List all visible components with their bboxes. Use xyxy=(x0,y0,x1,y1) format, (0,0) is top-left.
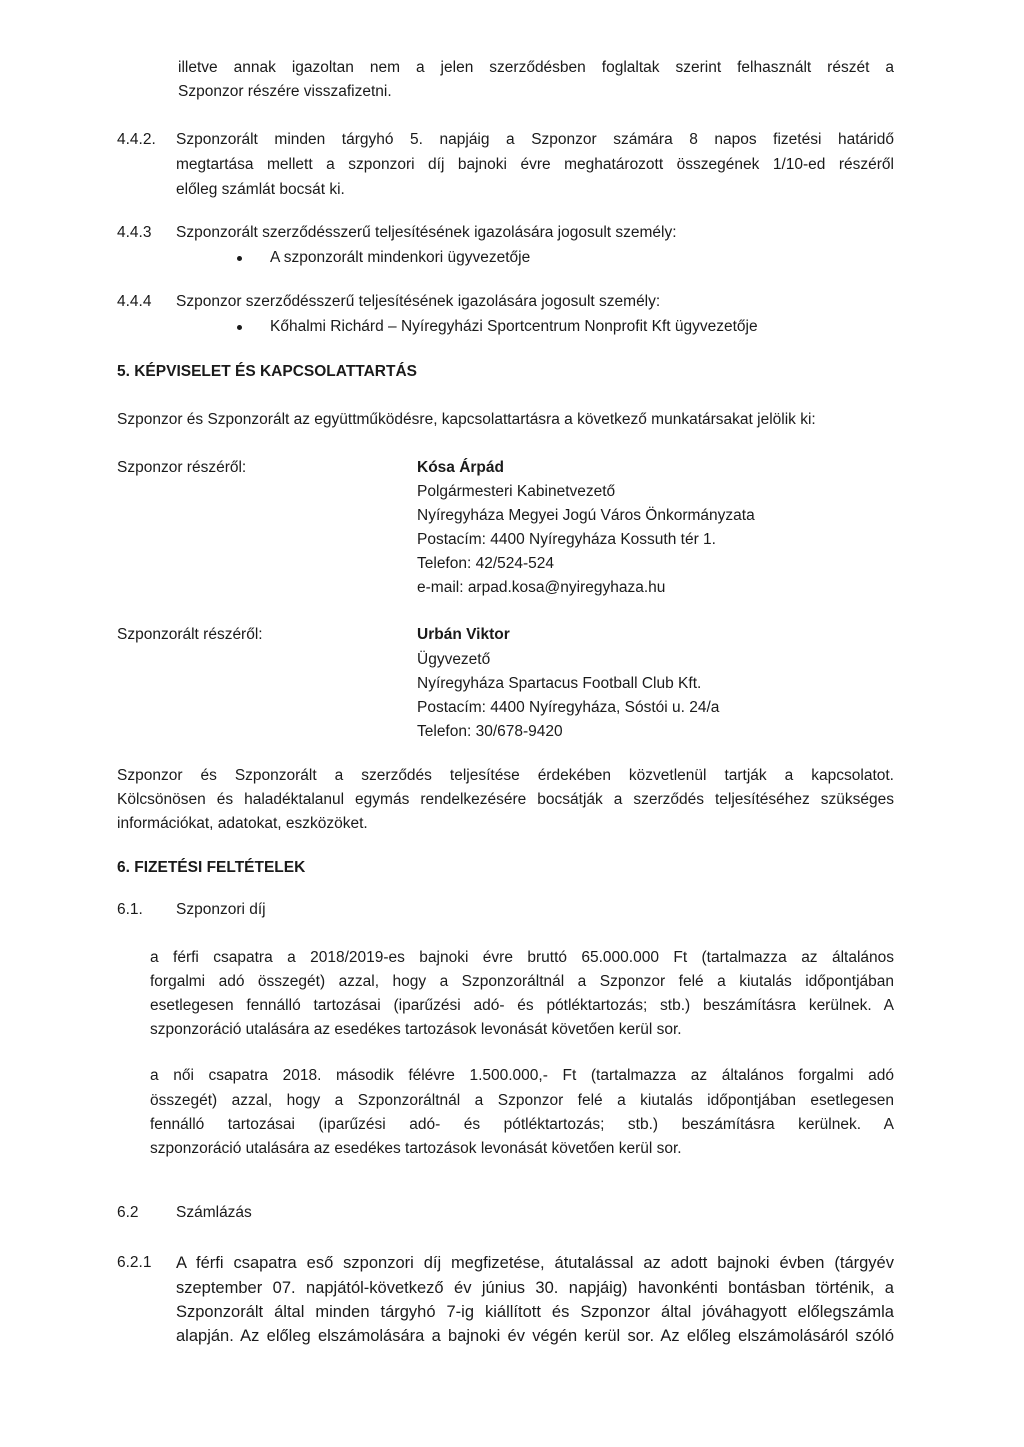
sponsor-contact-name: Kósa Árpád xyxy=(417,459,504,476)
womens-team-fee-line-4: szponzoráció utalására az esedékes tartozások levonását követően kerül sor. xyxy=(150,1140,682,1157)
section-5-heading: 5. KÉPVISELET ÉS KAPCSOLATTARTÁS xyxy=(117,363,417,380)
invoicing-line-1: A férfi csapatra eső szponzori díj megfizetése, átutalással az adott bajnoki évben (tárgyév xyxy=(176,1254,894,1272)
section-6-2-1-number: 6.2.1 xyxy=(117,1254,152,1271)
section-6-2-title: Számlázás xyxy=(176,1204,252,1221)
invoicing-line-4: alapján. Az előleg elszámolására a bajnoki év végén kerül sor. Az előleg elszámolásáról szóló xyxy=(176,1327,894,1345)
sponsored-contact-name: Urbán Viktor xyxy=(417,626,510,643)
section-6-heading: 6. FIZETÉSI FELTÉTELEK xyxy=(117,859,306,876)
sponsored-contact-label: Szponzorált részéről: xyxy=(117,626,263,643)
sponsor-contact-label: Szponzor részéről: xyxy=(117,459,247,476)
section-4-4-2-number: 4.4.2. xyxy=(117,131,156,148)
section-4-4-4-text: Szponzor szerződésszerű teljesítésének igazolására jogosult személy: xyxy=(176,293,661,310)
section-4-4-2-line-1: Szponzorált minden tárgyhó 5. napjáig a Szponzor számára 8 napos fizetési határidő xyxy=(176,131,894,148)
section-4-4-4-bullet-text: Kőhalmi Richárd – Nyíregyházi Sportcentrum Nonprofit Kft ügyvezetője xyxy=(270,318,758,335)
section-6-1-title: Szponzori díj xyxy=(176,901,266,918)
sponsored-contact-role: Ügyvezető xyxy=(417,651,491,668)
sponsor-contact-address: Postacím: 4400 Nyíregyháza Kossuth tér 1. xyxy=(417,531,716,548)
section-4-4-4-number: 4.4.4 xyxy=(117,293,152,310)
mens-team-fee-line-1: a férfi csapatra a 2018/2019-es bajnoki évre bruttó 65.000.000 Ft (tartalmazza az általános xyxy=(150,949,894,966)
section-4-4-1-line-1: illetve annak igazoltan nem a jelen szerződésben foglaltak szerint felhasznált részét a xyxy=(178,59,894,76)
mens-team-fee-line-3: esetlegesen fennálló tartozásai (iparűzési adó- és pótléktartozás; stb.) beszámításra kerülnek. A xyxy=(150,997,894,1014)
bullet-icon xyxy=(237,325,242,330)
section-5-closing-line-1: Szponzor és Szponzorált a szerződés teljesítése érdekében közvetlenül tartják a kapcsolatot. xyxy=(117,767,894,784)
sponsored-contact-organization: Nyíregyháza Spartacus Football Club Kft. xyxy=(417,675,702,692)
section-5-closing-line-3: információkat, adatokat, eszközöket. xyxy=(117,815,368,832)
sponsored-contact-address: Postacím: 4400 Nyíregyháza, Sóstói u. 24/a xyxy=(417,699,720,716)
sponsor-contact-role: Polgármesteri Kabinetvezető xyxy=(417,483,616,500)
section-4-4-2-line-2: megtartása mellett a szponzori díj bajnoki évre meghatározott összegének 1/10-ed részéről xyxy=(176,156,894,173)
bullet-icon xyxy=(237,256,242,261)
sponsor-contact-phone: Telefon: 42/524-524 xyxy=(417,555,555,572)
section-4-4-2-line-3: előleg számlát bocsát ki. xyxy=(176,181,345,198)
invoicing-line-3: Szponzorált által minden tárgyhó 7-ig kiállított és Szponzor által jóváhagyott előlegszámla xyxy=(176,1303,894,1321)
mens-team-fee-line-2: forgalmi adó összegét) azzal, hogy a Szponzoráltnál a Szponzor felé a kiutalás időpontjában xyxy=(150,973,894,990)
section-5-intro: Szponzor és Szponzorált az együttműködésre, kapcsolattartásra a következő munkatársakat jelölik ki: xyxy=(117,411,816,428)
section-4-4-1-line-2: Szponzor részére visszafizetni. xyxy=(178,83,392,100)
womens-team-fee-line-2: összegét) azzal, hogy a Szponzoráltnál a Szponzor felé a kiutalás időpontjában esetlegesen xyxy=(150,1092,894,1109)
womens-team-fee-line-1: a női csapatra 2018. második félévre 1.500.000,- Ft (tartalmazza az általános forgalmi adó xyxy=(150,1067,894,1084)
sponsor-contact-email: e-mail: arpad.kosa@nyiregyhaza.hu xyxy=(417,579,666,596)
sponsored-contact-phone: Telefon: 30/678-9420 xyxy=(417,723,563,740)
section-4-4-3-text: Szponzorált szerződésszerű teljesítésének igazolására jogosult személy: xyxy=(176,224,677,241)
section-6-1-number: 6.1. xyxy=(117,901,143,918)
section-4-4-3-number: 4.4.3 xyxy=(117,224,152,241)
section-6-2-number: 6.2 xyxy=(117,1204,139,1221)
mens-team-fee-line-4: szponzoráció utalására az esedékes tartozások levonását követően kerül sor. xyxy=(150,1021,682,1038)
womens-team-fee-line-3: fennálló tartozásai (iparűzési adó- és pótléktartozás; stb.) beszámításra kerülnek. A xyxy=(150,1116,894,1133)
section-4-4-3-bullet-text: A szponzorált mindenkori ügyvezetője xyxy=(270,249,531,266)
invoicing-line-2: szeptember 07. napjától-következő év június 30. napjáig) havonkénti bontásban történik, a xyxy=(176,1279,894,1297)
sponsor-contact-organization: Nyíregyháza Megyei Jogú Város Önkormányzata xyxy=(417,507,755,524)
section-5-closing-line-2: Kölcsönösen és haladéktalanul egymás rendelkezésére bocsátják a szerződés teljesítéséhez szükséges xyxy=(117,791,894,808)
